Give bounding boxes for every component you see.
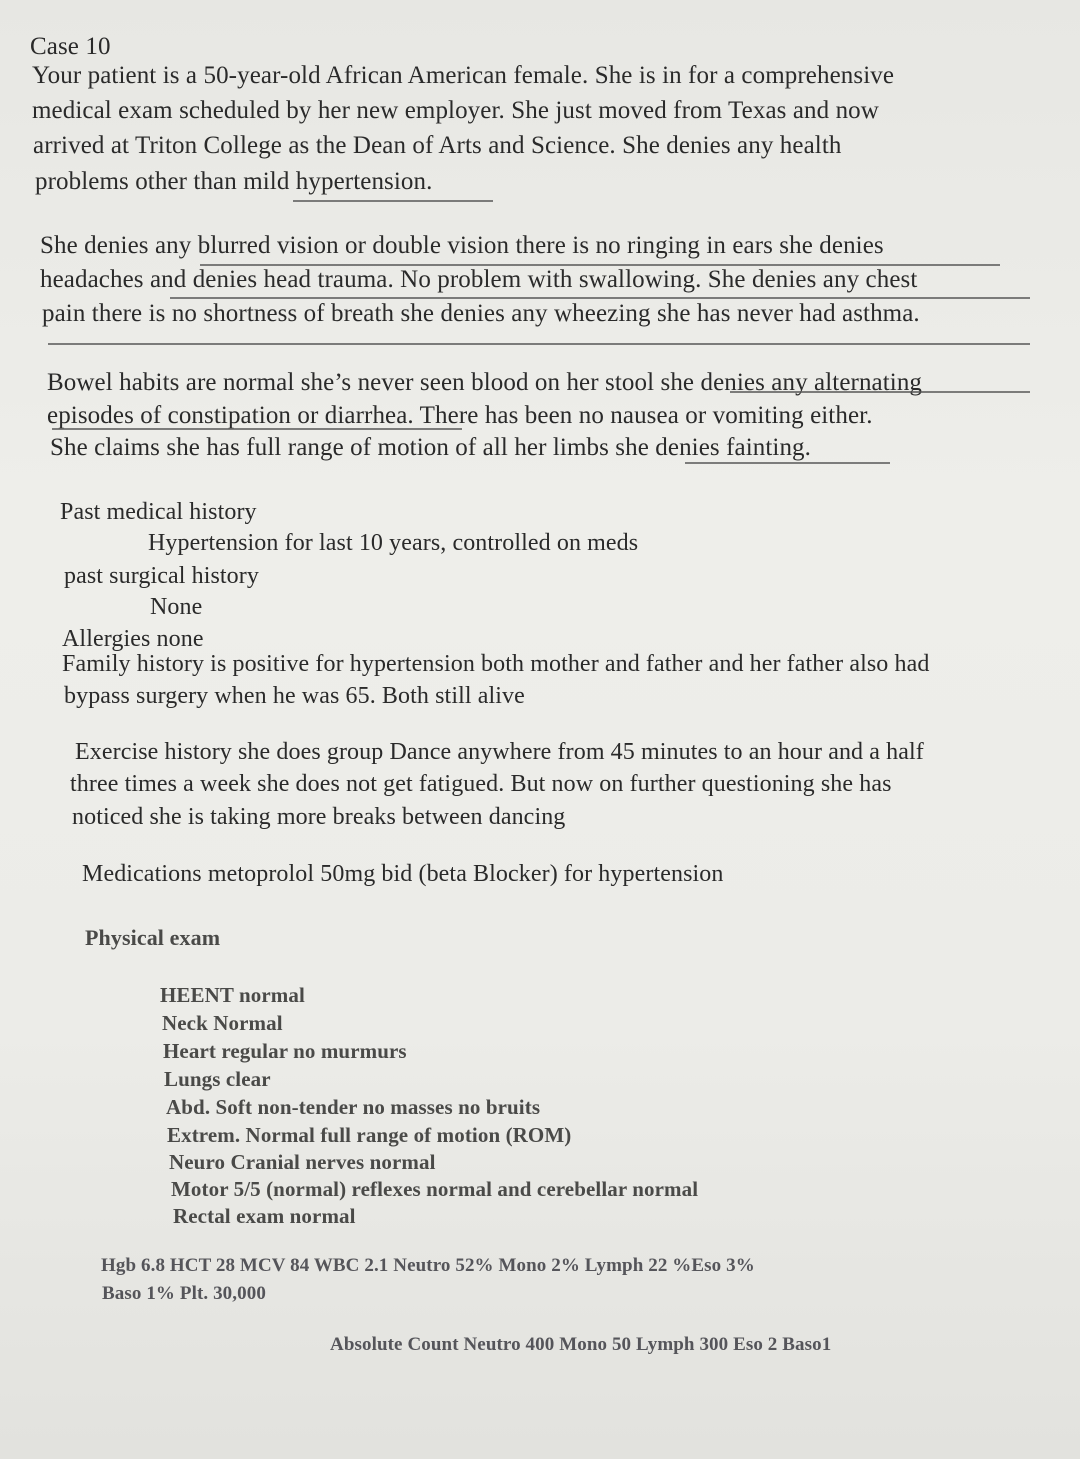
physical-exam-label: Physical exam	[85, 925, 221, 950]
pmh-value: Hypertension for last 10 years, controlled on meds	[148, 530, 639, 556]
intro-line: arrived at Triton College as the Dean of Arts and Science. She denies any health	[33, 132, 842, 159]
exam-item: Neck Normal	[162, 1011, 283, 1035]
exam-item: Abd. Soft non-tender no masses no bruits	[166, 1095, 541, 1119]
absolute-count: Absolute Count Neutro 400 Mono 50 Lymph 300 Eso 2 Baso1	[330, 1334, 832, 1355]
exercise-line: noticed she is taking more breaks between dancing	[72, 804, 566, 830]
family-history-line: Family history is positive for hypertension both mother and father and her father also had	[62, 651, 930, 677]
pmh-label: Past medical history	[60, 499, 257, 525]
ros-line: She denies any blurred vision or double vision there is no ringing in ears she denies	[40, 232, 884, 259]
intro-line: Your patient is a 50-year-old African American female. She is in for a comprehensive	[32, 62, 895, 89]
exercise-line: Exercise history she does group Dance anywhere from 45 minutes to an hour and a half	[75, 739, 924, 765]
underline	[48, 343, 1030, 345]
exam-item: Motor 5/5 (normal) reflexes normal and cerebellar normal	[171, 1177, 699, 1201]
psh-label: past surgical history	[64, 563, 259, 589]
intro-line: problems other than mild hypertension.	[35, 168, 433, 195]
exam-item: Lungs clear	[164, 1067, 271, 1091]
ros-line: headaches and denies head trauma. No problem with swallowing. She denies any chest	[40, 266, 918, 293]
underline	[685, 462, 890, 464]
exam-item: Extrem. Normal full range of motion (ROM)	[167, 1123, 572, 1147]
underline	[170, 297, 1030, 299]
underline	[730, 391, 1030, 393]
exercise-line: three times a week she does not get fatigued. But now on further questioning she has	[70, 771, 892, 797]
exam-item: Rectal exam normal	[173, 1204, 356, 1228]
exam-item: HEENT normal	[160, 983, 305, 1007]
medications: Medications metoprolol 50mg bid (beta Blocker) for hypertension	[82, 861, 724, 887]
case-title: Case 10	[30, 33, 111, 60]
underline	[52, 428, 462, 430]
ros-line: pain there is no shortness of breath she denies any wheezing she has never had asthma.	[42, 300, 920, 327]
ros-line: She claims she has full range of motion of all her limbs she denies fainting.	[50, 434, 812, 461]
underline	[293, 200, 493, 202]
psh-value: None	[150, 594, 203, 620]
underline	[200, 264, 1000, 266]
allergies: Allergies none	[62, 626, 204, 652]
lab-line: Baso 1% Plt. 30,000	[102, 1283, 266, 1304]
lab-line: Hgb 6.8 HCT 28 MCV 84 WBC 2.1 Neutro 52% Mono 2% Lymph 22 %Eso 3%	[101, 1255, 755, 1276]
family-history-line: bypass surgery when he was 65. Both still alive	[64, 683, 525, 709]
intro-line: medical exam scheduled by her new employer. She just moved from Texas and now	[32, 97, 879, 124]
exam-item: Neuro Cranial nerves normal	[169, 1150, 436, 1174]
ros-line: episodes of constipation or diarrhea. There has been no nausea or vomiting either.	[47, 402, 873, 429]
exam-item: Heart regular no murmurs	[163, 1039, 407, 1063]
ros-line: Bowel habits are normal she’s never seen blood on her stool she denies any alternating	[47, 369, 923, 396]
